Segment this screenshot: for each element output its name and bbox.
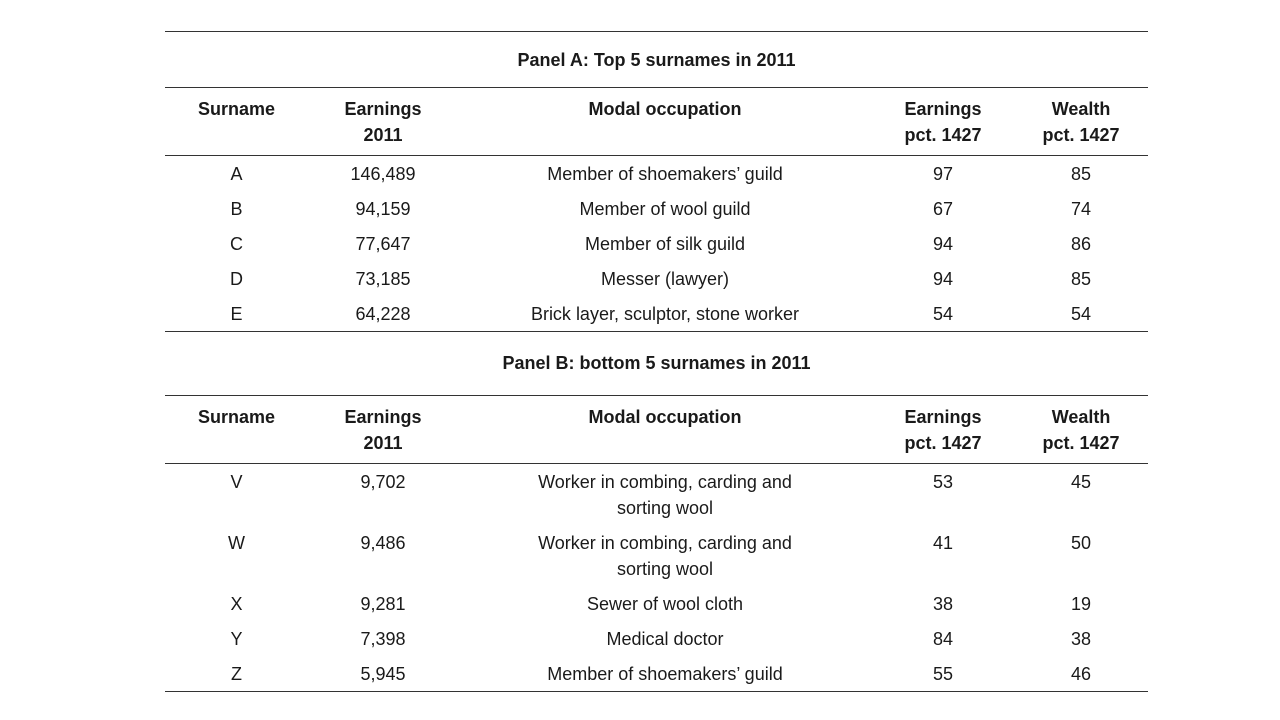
header-earnings-pct-1427 bbox=[872, 88, 1014, 156]
header-line: Wealth bbox=[1051, 99, 1111, 119]
header-wealth-pct-1427 bbox=[1014, 88, 1148, 156]
occupation-cell: Sewer of wool cloth bbox=[586, 594, 744, 614]
column-header-row bbox=[165, 88, 1148, 156]
header-earnings-2011 bbox=[308, 396, 458, 464]
header-line: Earnings bbox=[904, 99, 982, 119]
header-line: Surname bbox=[197, 99, 276, 119]
table-row bbox=[165, 156, 1148, 192]
wealth-pct-1427-cell: 74 bbox=[1071, 199, 1092, 219]
header-line: 2011 bbox=[363, 433, 403, 453]
surname-cell: D bbox=[230, 269, 243, 289]
occupation-cell: Member of wool guild bbox=[579, 199, 751, 219]
header-earnings-2011 bbox=[308, 88, 458, 156]
wealth-pct-1427-cell: 50 bbox=[1071, 533, 1092, 553]
earnings-2011-cell: 9,702 bbox=[360, 472, 406, 492]
header-surname bbox=[165, 396, 308, 464]
occupation-cell: Worker in combing, carding and sorting wool bbox=[538, 472, 792, 518]
table-row bbox=[165, 525, 1148, 586]
earnings-2011-cell: 7,398 bbox=[360, 629, 406, 649]
earnings-2011-cell: 77,647 bbox=[355, 234, 411, 254]
earnings-2011-cell: 5,945 bbox=[308, 656, 458, 692]
occupation-cell: Member of shoemakers’ guild bbox=[547, 164, 783, 184]
earnings-2011-cell: 73,185 bbox=[355, 269, 411, 289]
earnings-2011-cell: 146,489 bbox=[350, 164, 416, 184]
table-row bbox=[165, 261, 1148, 296]
table-body bbox=[165, 32, 1148, 692]
earnings-pct-1427-cell: 53 bbox=[932, 472, 954, 492]
earnings-pct-1427-cell: 54 bbox=[872, 296, 1014, 332]
header-earnings-pct-1427 bbox=[872, 396, 1014, 464]
header-modal-occupation bbox=[458, 88, 872, 156]
header-line: Earnings bbox=[904, 407, 982, 427]
column-header-row bbox=[165, 396, 1148, 464]
surname-table-container bbox=[165, 31, 1148, 692]
occupation-cell: Member of shoemakers’ guild bbox=[458, 656, 872, 692]
header-line: Surname bbox=[197, 407, 276, 427]
header-line: Modal occupation bbox=[588, 99, 742, 119]
earnings-2011-cell: 64,228 bbox=[308, 296, 458, 332]
header-surname bbox=[165, 88, 308, 156]
header-modal-occupation bbox=[458, 396, 872, 464]
panel-title: Panel B: bottom 5 surnames in 2011 bbox=[502, 353, 811, 373]
table-row bbox=[165, 226, 1148, 261]
panel-title: Panel A: Top 5 surnames in 2011 bbox=[165, 32, 1148, 88]
wealth-pct-1427-cell: 54 bbox=[1014, 296, 1148, 332]
table-row bbox=[165, 656, 1148, 692]
table-row bbox=[165, 464, 1148, 526]
header-line: Wealth bbox=[1051, 407, 1111, 427]
surname-cell: C bbox=[230, 234, 243, 254]
wealth-pct-1427-cell: 19 bbox=[1071, 594, 1092, 614]
wealth-pct-1427-cell: 45 bbox=[1071, 472, 1092, 492]
occupation-cell: Medical doctor bbox=[606, 629, 724, 649]
earnings-pct-1427-cell: 97 bbox=[932, 164, 954, 184]
earnings-pct-1427-cell: 55 bbox=[872, 656, 1014, 692]
occupation-cell: Messer (lawyer) bbox=[600, 269, 729, 289]
surname-cell: Y bbox=[230, 629, 243, 649]
earnings-pct-1427-cell: 67 bbox=[932, 199, 954, 219]
header-line: Earnings bbox=[344, 407, 422, 427]
panel-title-row bbox=[165, 332, 1148, 396]
occupation-cell: Brick layer, sculptor, stone worker bbox=[458, 296, 872, 332]
surname-cell: X bbox=[230, 594, 243, 614]
surname-cell: Z bbox=[165, 656, 308, 692]
earnings-2011-cell: 9,281 bbox=[360, 594, 406, 614]
earnings-pct-1427-cell: 94 bbox=[932, 234, 954, 254]
earnings-pct-1427-cell: 84 bbox=[932, 629, 954, 649]
header-line: Modal occupation bbox=[588, 407, 742, 427]
earnings-pct-1427-cell: 41 bbox=[932, 533, 954, 553]
header-line: Earnings bbox=[344, 99, 422, 119]
wealth-pct-1427-cell: 38 bbox=[1071, 629, 1092, 649]
earnings-pct-1427-cell: 94 bbox=[932, 269, 954, 289]
surname-cell: A bbox=[230, 164, 243, 184]
header-line: pct. 1427 bbox=[1042, 433, 1120, 453]
wealth-pct-1427-cell: 46 bbox=[1014, 656, 1148, 692]
header-line: pct. 1427 bbox=[904, 125, 982, 145]
surname-cell: V bbox=[230, 472, 243, 492]
table-row bbox=[165, 191, 1148, 226]
occupation-cell: Member of silk guild bbox=[584, 234, 746, 254]
occupation-cell: Worker in combing, carding and sorting wool bbox=[538, 533, 792, 579]
earnings-2011-cell: 9,486 bbox=[360, 533, 406, 553]
header-line: pct. 1427 bbox=[1042, 125, 1120, 145]
header-line: 2011 bbox=[363, 125, 403, 145]
header-wealth-pct-1427 bbox=[1014, 396, 1148, 464]
table-row bbox=[165, 621, 1148, 656]
wealth-pct-1427-cell: 85 bbox=[1071, 164, 1092, 184]
panel-title-row bbox=[165, 32, 1148, 88]
earnings-pct-1427-cell: 38 bbox=[932, 594, 954, 614]
surname-cell: B bbox=[230, 199, 243, 219]
header-line: pct. 1427 bbox=[904, 433, 982, 453]
table-row bbox=[165, 586, 1148, 621]
surname-cell: E bbox=[165, 296, 308, 332]
earnings-2011-cell: 94,159 bbox=[355, 199, 411, 219]
wealth-pct-1427-cell: 86 bbox=[1071, 234, 1092, 254]
surname-table bbox=[165, 31, 1148, 692]
table-row bbox=[165, 296, 1148, 332]
wealth-pct-1427-cell: 85 bbox=[1071, 269, 1092, 289]
surname-cell: W bbox=[228, 533, 245, 553]
